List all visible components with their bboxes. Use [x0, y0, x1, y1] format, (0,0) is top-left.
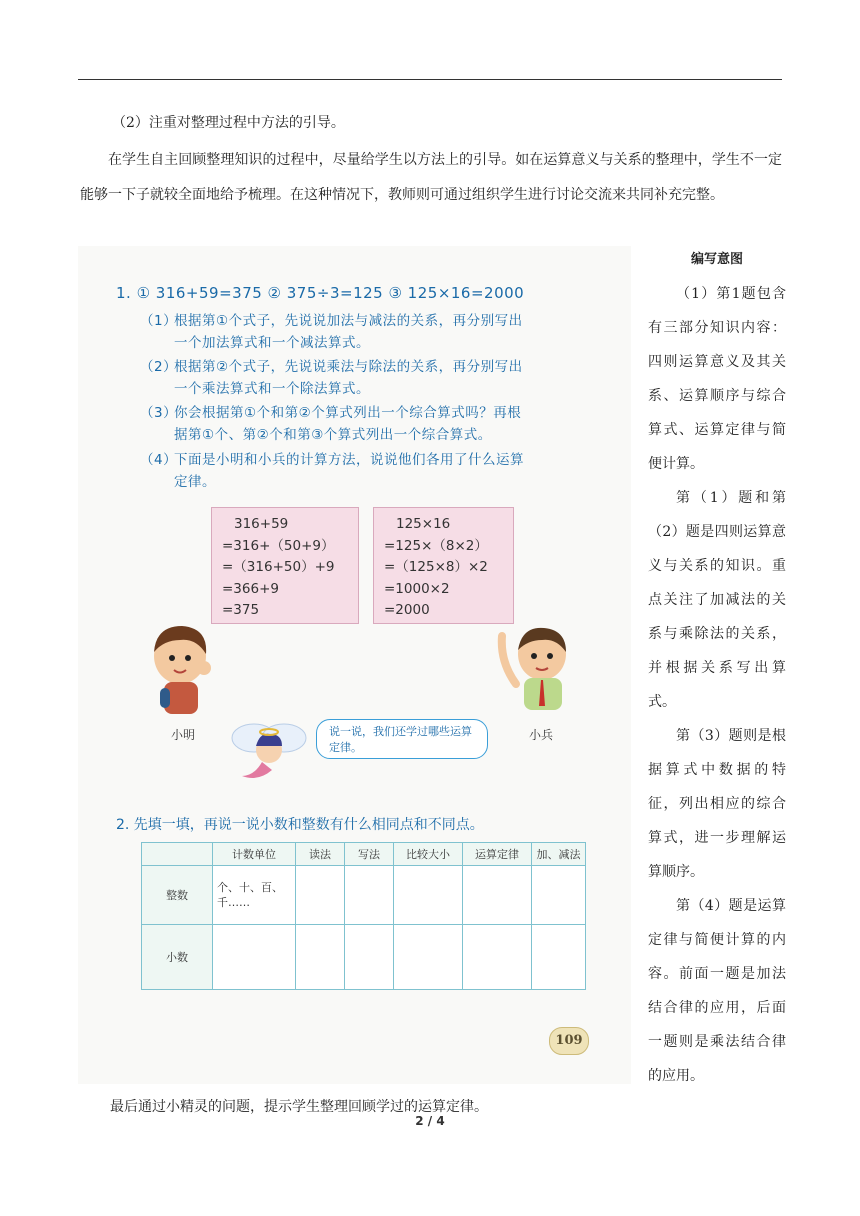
sub-question-number: （3）: [140, 405, 178, 421]
table-header-cell: 计数单位: [213, 843, 296, 866]
table-header-cell: [142, 843, 213, 866]
sub-question-number: （4）: [140, 452, 178, 468]
question-2-heading: 2. 先填一填，再说一说小数和整数有什么相同点和不同点。: [116, 817, 484, 833]
table-row: [142, 925, 586, 990]
sub-question-text: 根据第①个式子，先说说加法与减法的关系，再分别写出: [174, 313, 523, 329]
table-cell: [532, 925, 586, 990]
side-notes: [648, 277, 786, 1093]
calc-line: =375: [222, 602, 260, 618]
xiaoming-illustration: [146, 618, 216, 718]
row-label: 小数: [142, 925, 213, 990]
calc-line: =2000: [384, 602, 430, 618]
table-header-cell: 运算定律: [463, 843, 532, 866]
row-label: 整数: [142, 866, 213, 925]
side-title: 编写意图: [690, 252, 743, 267]
sub-question-continuation: 据第①个、第②个和第③个算式列出一个综合算式。: [174, 427, 492, 443]
side-paragraph: 第（4）题是运算定律与简便计算的内容。前面一题是加法结合律的应用，后面一题则是乘法结合律的应用。: [648, 898, 786, 1084]
calc-line: 125×16: [396, 516, 451, 532]
comparison-table: [141, 842, 586, 990]
textbook-image: [78, 246, 631, 1084]
table-cell: [532, 866, 586, 925]
paragraph-method-guidance: （2）注重对整理过程中方法的引导。: [112, 115, 345, 131]
fairy-illustration: [224, 716, 314, 786]
calc-line: =1000×2: [384, 580, 450, 597]
calculation-box-xiaobing: [373, 507, 514, 624]
sub-question-continuation: 一个乘法算式和一个除法算式。: [174, 381, 370, 397]
paragraph-fairy-question: 最后通过小精灵的问题，提示学生整理回顾学过的运算定律。: [110, 1099, 488, 1115]
sub-question-number: （2）: [140, 359, 178, 375]
textbook-page-badge: 109: [549, 1027, 589, 1055]
table-row: [142, 866, 586, 925]
table-cell: [345, 925, 394, 990]
calc-line: 316+59: [234, 516, 289, 532]
sub-question-number: （1）: [140, 313, 178, 329]
table-cell: [463, 866, 532, 925]
sub-question-2: [140, 356, 610, 400]
calculation-box-xiaoming: [211, 507, 359, 624]
label-xiaoming: 小明: [171, 728, 196, 742]
table-cell: [296, 925, 345, 990]
sub-question-1: [140, 310, 610, 354]
paragraph-guidance-detail: 在学生自主回顾整理知识的过程中，尽量给学生以方法上的引导。如在运算意义与关系的整理中，学生不一定能够一下子就较全面地给予梳理。在这种情况下，教师则可通过组织学生进行讨论交流来共同补充完整。: [80, 152, 782, 203]
side-paragraph: 第（3）题则是根据算式中数据的特征，列出相应的综合算式，进一步理解运算顺序。: [648, 728, 786, 880]
header-rule: [78, 79, 782, 80]
table-cell: [345, 866, 394, 925]
table-cell: [213, 925, 296, 990]
table-header-cell: 比较大小: [394, 843, 463, 866]
calc-line: =366+9: [222, 580, 279, 597]
xiaobing-illustration: [486, 622, 586, 712]
sub-question-4: [140, 449, 610, 493]
question-1-heading: 1. ① 316+59=375 ② 375÷3=125 ③ 125×16=2000: [116, 284, 525, 302]
table-header-cell: 读法: [296, 843, 345, 866]
sub-question-continuation: 一个加法算式和一个减法算式。: [174, 335, 370, 351]
speech-bubble: 说一说，我们还学过哪些运算定律。: [316, 719, 488, 759]
table-cell: [394, 925, 463, 990]
side-paragraph: （1）第1题包含有三部分知识内容：四则运算意义及其关系、运算顺序与综合算式、运算定律与简便计算。: [648, 286, 786, 472]
page-number: 2 / 4: [415, 1114, 445, 1128]
table-header-cell: 写法: [345, 843, 394, 866]
label-xiaobing: 小兵: [529, 728, 554, 742]
sub-question-continuation: 定律。: [174, 474, 216, 490]
table-header-row: [142, 843, 586, 866]
calc-line: =316+（50+9）: [222, 537, 335, 554]
table-cell: [394, 866, 463, 925]
calc-line: =125×（8×2）: [384, 537, 488, 554]
side-paragraph: 第（1）题和第（2）题是四则运算意义与关系的知识。重点关注了加减法的关系与乘除法的关系，并根据关系写出算式。: [648, 490, 786, 710]
sub-question-text: 下面是小明和小兵的计算方法，说说他们各用了什么运算: [174, 452, 524, 468]
sub-question-3: [140, 402, 610, 446]
sub-question-text: 你会根据第①个和第②个算式列出一个综合算式吗？再根: [174, 405, 522, 421]
sub-question-text: 根据第②个式子，先说说乘法与除法的关系，再分别写出: [174, 359, 523, 375]
table-header-cell: 加、减法: [532, 843, 586, 866]
table-cell: [463, 925, 532, 990]
table-cell: [296, 866, 345, 925]
table-cell: [213, 866, 296, 925]
calc-line: =（125×8）×2: [384, 559, 488, 575]
calc-line: =（316+50）+9: [222, 559, 335, 575]
cell-text: 个、十、百、千……: [217, 881, 283, 909]
